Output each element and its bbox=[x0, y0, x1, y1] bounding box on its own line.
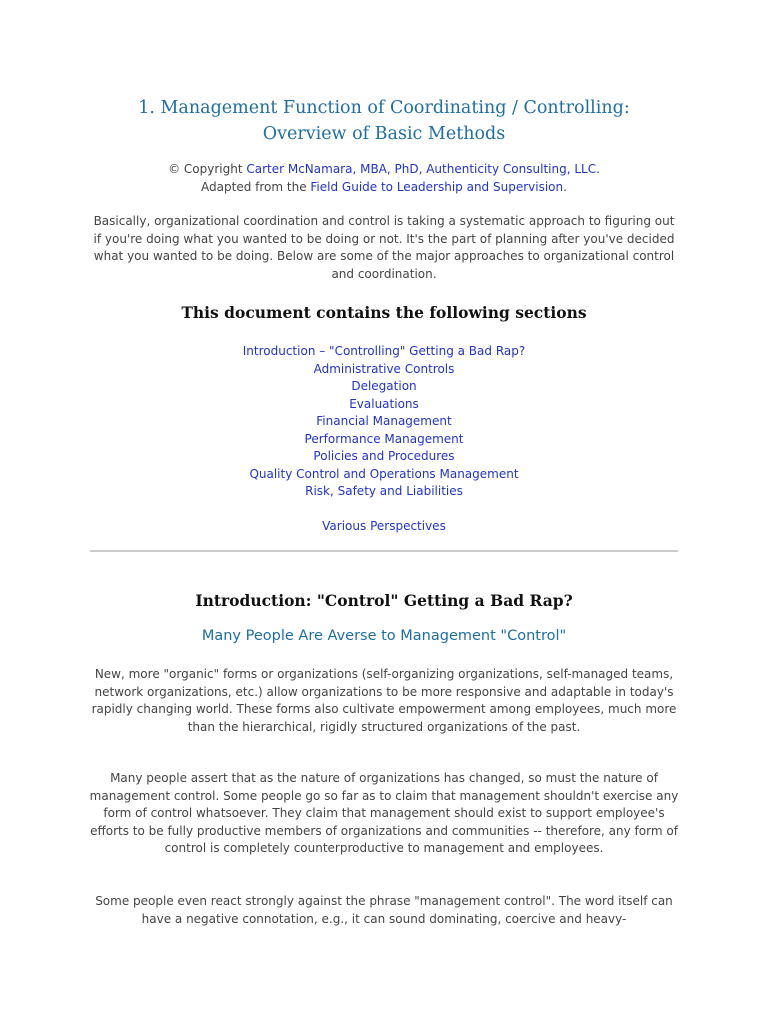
toc-item bbox=[0, 378, 768, 396]
toc-item bbox=[0, 431, 768, 449]
toc-link-evaluations[interactable]: Evaluations bbox=[349, 396, 419, 411]
toc-link-performance-management[interactable]: Performance Management bbox=[304, 431, 464, 446]
page-title-line-1: 1. Management Function of Coordinating / Controlling: bbox=[138, 98, 630, 118]
toc-link-policies-procedures[interactable]: Policies and Procedures bbox=[313, 449, 455, 463]
section-divider bbox=[90, 550, 678, 552]
toc-link-risk-safety[interactable]: Risk, Safety and Liabilities bbox=[305, 484, 463, 498]
toc-link-administrative-controls[interactable]: Administrative Controls bbox=[313, 361, 455, 376]
intro-body-paragraph-1: New, more "organic" forms or organizations (self-organizing organizations, self-managed teams, network organizations, etc.) allow organizations to be more responsive and adaptable in today's rapidly changing world. These forms also cultivate empowerment among employees, much more than the hierarchical, rigidly structured organizations of the past. bbox=[91, 667, 677, 734]
toc-item bbox=[0, 413, 768, 431]
toc-link-various-perspectives[interactable]: Various Perspectives bbox=[322, 519, 446, 533]
page-title-line-2: Overview of Basic Methods bbox=[262, 124, 506, 144]
intro-subheading: Many People Are Averse to Management "Control" bbox=[201, 628, 567, 644]
toc-item bbox=[0, 361, 768, 379]
toc-item bbox=[0, 396, 768, 414]
table-of-contents bbox=[0, 343, 768, 536]
intro-body-paragraph-2: Many people assert that as the nature of organizations has changed, so must the nature of management control. Some people go so far as to claim that management shouldn't exercise any form of control whatsoever. They claim that management should exist to support employee's efforts to be fully productive members of organizations and communities -- therefore, any form of control is completely counterproductive to management and employees. bbox=[89, 771, 679, 855]
intro-section-heading: Introduction: "Control" Getting a Bad Rap? bbox=[195, 591, 573, 610]
toc-item bbox=[0, 448, 768, 466]
toc-item bbox=[0, 518, 768, 536]
adapted-suffix: . bbox=[563, 179, 567, 194]
adapted-prefix: Adapted from the bbox=[201, 179, 311, 194]
toc-item bbox=[0, 483, 768, 501]
copyright-block bbox=[0, 161, 768, 196]
sections-heading: This document contains the following sections bbox=[181, 303, 587, 322]
toc-link-financial-management[interactable]: Financial Management bbox=[316, 414, 452, 428]
field-guide-link[interactable]: Field Guide to Leadership and Supervision bbox=[310, 179, 564, 194]
toc-link-introduction[interactable]: Introduction – "Controlling" Getting a Bad Rap? bbox=[242, 344, 526, 358]
author-link[interactable]: Carter McNamara, MBA, PhD, Authenticity Consulting, LLC. bbox=[246, 162, 600, 176]
toc-link-delegation[interactable]: Delegation bbox=[351, 379, 417, 393]
toc-item bbox=[0, 343, 768, 361]
copyright-prefix: © Copyright bbox=[168, 162, 247, 176]
intro-paragraph: Basically, organizational coordination and control is taking a systematic approach to figuring out if you're doing what you wanted to be doing or not. It's the part of planning after you've decided what you wanted to be doing. Below are some of the major approaches to organizational control and coordination. bbox=[93, 214, 675, 281]
toc-item bbox=[0, 466, 768, 484]
page-title bbox=[0, 95, 768, 147]
intro-body-paragraph-3: Some people even react strongly against the phrase "management control". The word itself can have a negative connotation, e.g., it can sound dominating, coercive and heavy- bbox=[95, 894, 673, 926]
toc-link-quality-control[interactable]: Quality Control and Operations Management bbox=[249, 466, 519, 481]
